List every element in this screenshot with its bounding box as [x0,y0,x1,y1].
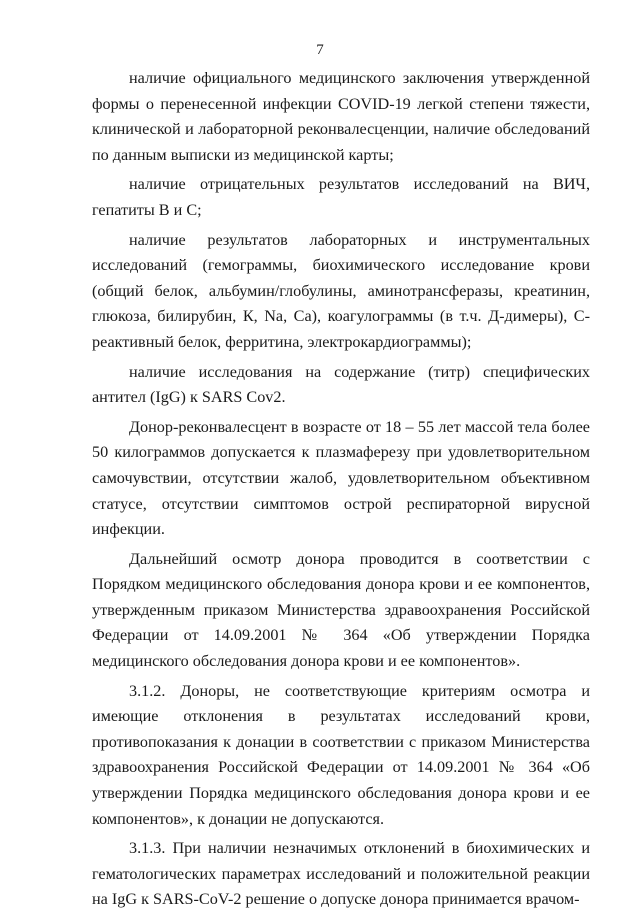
paragraph-hiv-hepatitis: наличие отрицательных результатов исследований на ВИЧ, гепатиты В и С; [92,175,590,219]
paragraph-official-conclusion: наличие официального медицинского заключения утвержденной формы о перенесенной инфекции COVID-19 легкой степени тяжести, клинической и лабораторной реконвалесценции, наличие обследований по данным выписки из медицинской карты; [92,69,590,164]
paragraph-lab-tests: наличие результатов лабораторных и инструментальных исследований (гемограммы, биохимического исследование крови (общий белок, альбумин/глобулины, аминотрансферазы, креатинин, глюкоза, билирубин, К, Na, Ca), коагулограммы (в т.ч. Д-димеры), С-реактивный белок, ферритина, электрокардиограммы); [92,230,590,351]
page-number: 7 [316,42,324,58]
document-body [92,66,590,913]
paragraph-antibody-titer: наличие исследования на содержание (титр) специфических антител (IgG) к SARS Cov2. [92,362,590,407]
paragraph-section-3-1-2: 3.1.2. Доноры, не соответствующие критериям осмотра и имеющие отклонения в результатах исследований крови, противопоказания к донации в соответствии с приказом Министерства здравоохранения Российской Федерации от 14.09.2001 № 364 «Об утверждении Порядка медицинского обследования донора крови и ее компонентов», к донации не допускаются. [92,681,590,828]
paragraph-donor-eligibility: Донор-реконвалесцент в возрасте от 18 – 55 лет массой тела более 50 килограммов допускается к плазмаферезу при удовлетворительном самочувствии, отсутствии жалоб, удовлетворительном объективном статусе, отсутствии симптомов острой респираторной вирусной инфекции. [92,417,590,539]
paragraph-further-examination: Дальнейший осмотр донора проводится в соответствии с Порядком медицинского обследования донора крови и ее компонентов, утвержденным приказом Министерства здравоохранения Российской Федерации от 14.09.2001 № 364 «Об утверждении Порядка медицинского обследования донора крови и ее компонентов». [92,549,590,671]
paragraph-section-3-1-3: 3.1.3. При наличии незначимых отклонений в биохимических и гематологических параметрах исследований и положительной реакции на IgG к SARS-CoV-2 решение о допуске донора принимается врачом- [92,839,590,909]
